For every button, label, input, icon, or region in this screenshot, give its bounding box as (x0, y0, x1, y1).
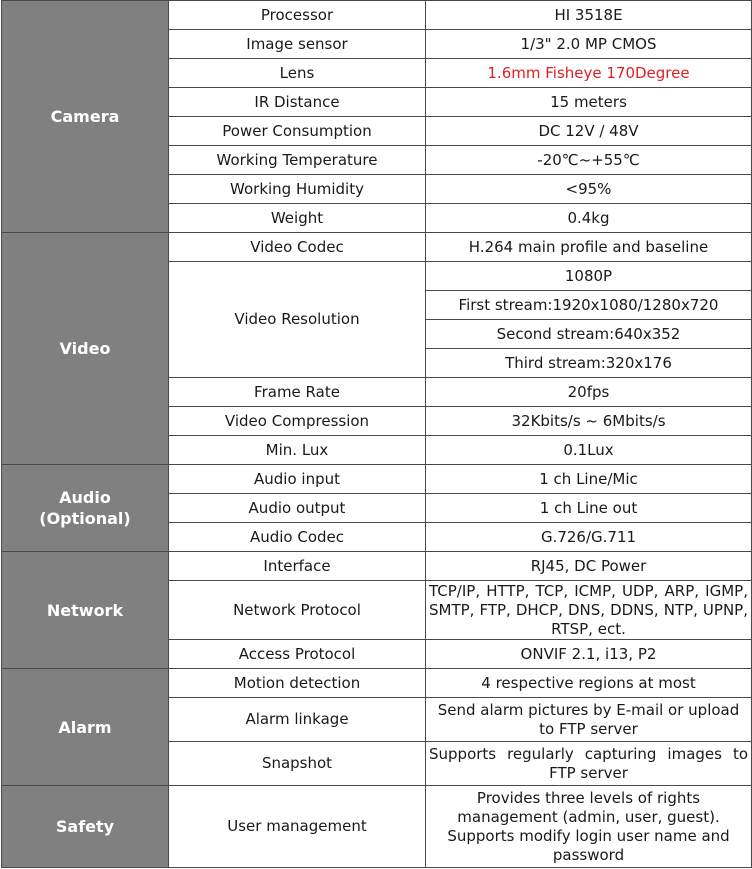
category-audio (2, 465, 169, 552)
spec-value: DC 12V / 48V (426, 117, 752, 146)
spec-label: Min. Lux (169, 436, 426, 465)
spec-value: 4 respective regions at most (426, 669, 752, 698)
spec-value: 1 ch Line out (426, 494, 752, 523)
spec-value: 15 meters (426, 88, 752, 117)
spec-value: 0.1Lux (426, 436, 752, 465)
category-network: Network (2, 552, 169, 669)
spec-value: Third stream:320x176 (426, 349, 752, 378)
spec-value: H.264 main profile and baseline (426, 233, 752, 262)
spec-label: Alarm linkage (169, 698, 426, 742)
spec-label: Lens (169, 59, 426, 88)
spec-value: 1/3" 2.0 MP CMOS (426, 30, 752, 59)
spec-value: 1080P (426, 262, 752, 291)
category-video: Video (2, 233, 169, 465)
spec-label: Image sensor (169, 30, 426, 59)
spec-label: Weight (169, 204, 426, 233)
spec-value: Supports regularly capturing images to FTP server (426, 742, 752, 786)
spec-value: Provides three levels of rights management (admin, user, guest). Supports modify login user name and password (426, 786, 752, 868)
spec-label: Access Protocol (169, 640, 426, 669)
spec-value: Second stream:640x352 (426, 320, 752, 349)
spec-label: Audio output (169, 494, 426, 523)
spec-label: Working Humidity (169, 175, 426, 204)
spec-label: Video Compression (169, 407, 426, 436)
spec-value: -20℃~+55℃ (426, 146, 752, 175)
table-row (2, 786, 752, 868)
spec-label: Snapshot (169, 742, 426, 786)
spec-label: Power Consumption (169, 117, 426, 146)
spec-value: 0.4kg (426, 204, 752, 233)
spec-value: TCP/IP, HTTP, TCP, ICMP, UDP, ARP, IGMP, SMTP, FTP, DHCP, DNS, DDNS, NTP, UPNP, RTSP, ect. (426, 581, 752, 640)
category-camera: Camera (2, 1, 169, 233)
spec-value: 1 ch Line/Mic (426, 465, 752, 494)
spec-value: RJ45, DC Power (426, 552, 752, 581)
spec-value: First stream:1920x1080/1280x720 (426, 291, 752, 320)
spec-value: ONVIF 2.1, i13, P2 (426, 640, 752, 669)
spec-value: Send alarm pictures by E-mail or upload to FTP server (426, 698, 752, 742)
spec-label: Processor (169, 1, 426, 30)
category-audio-line2: (Optional) (39, 509, 131, 528)
table-row (2, 669, 752, 698)
table-row (2, 1, 752, 30)
lens-value: 1.6mm Fisheye 170Degree (426, 59, 752, 88)
spec-table (1, 0, 752, 868)
spec-label: IR Distance (169, 88, 426, 117)
spec-value: G.726/G.711 (426, 523, 752, 552)
spec-label: Interface (169, 552, 426, 581)
spec-label: Working Temperature (169, 146, 426, 175)
table-row (2, 552, 752, 581)
spec-label: Audio input (169, 465, 426, 494)
spec-label: Audio Codec (169, 523, 426, 552)
category-alarm: Alarm (2, 669, 169, 786)
spec-label: Frame Rate (169, 378, 426, 407)
spec-label: Video Resolution (169, 262, 426, 378)
spec-value: <95% (426, 175, 752, 204)
table-row (2, 465, 752, 494)
spec-value: 20fps (426, 378, 752, 407)
spec-value: HI 3518E (426, 1, 752, 30)
spec-label: Motion detection (169, 669, 426, 698)
category-safety: Safety (2, 786, 169, 868)
spec-label: User management (169, 786, 426, 868)
table-row (2, 233, 752, 262)
category-audio-line1: Audio (59, 488, 111, 507)
spec-label: Network Protocol (169, 581, 426, 640)
spec-label: Video Codec (169, 233, 426, 262)
spec-value: 32Kbits/s ~ 6Mbits/s (426, 407, 752, 436)
